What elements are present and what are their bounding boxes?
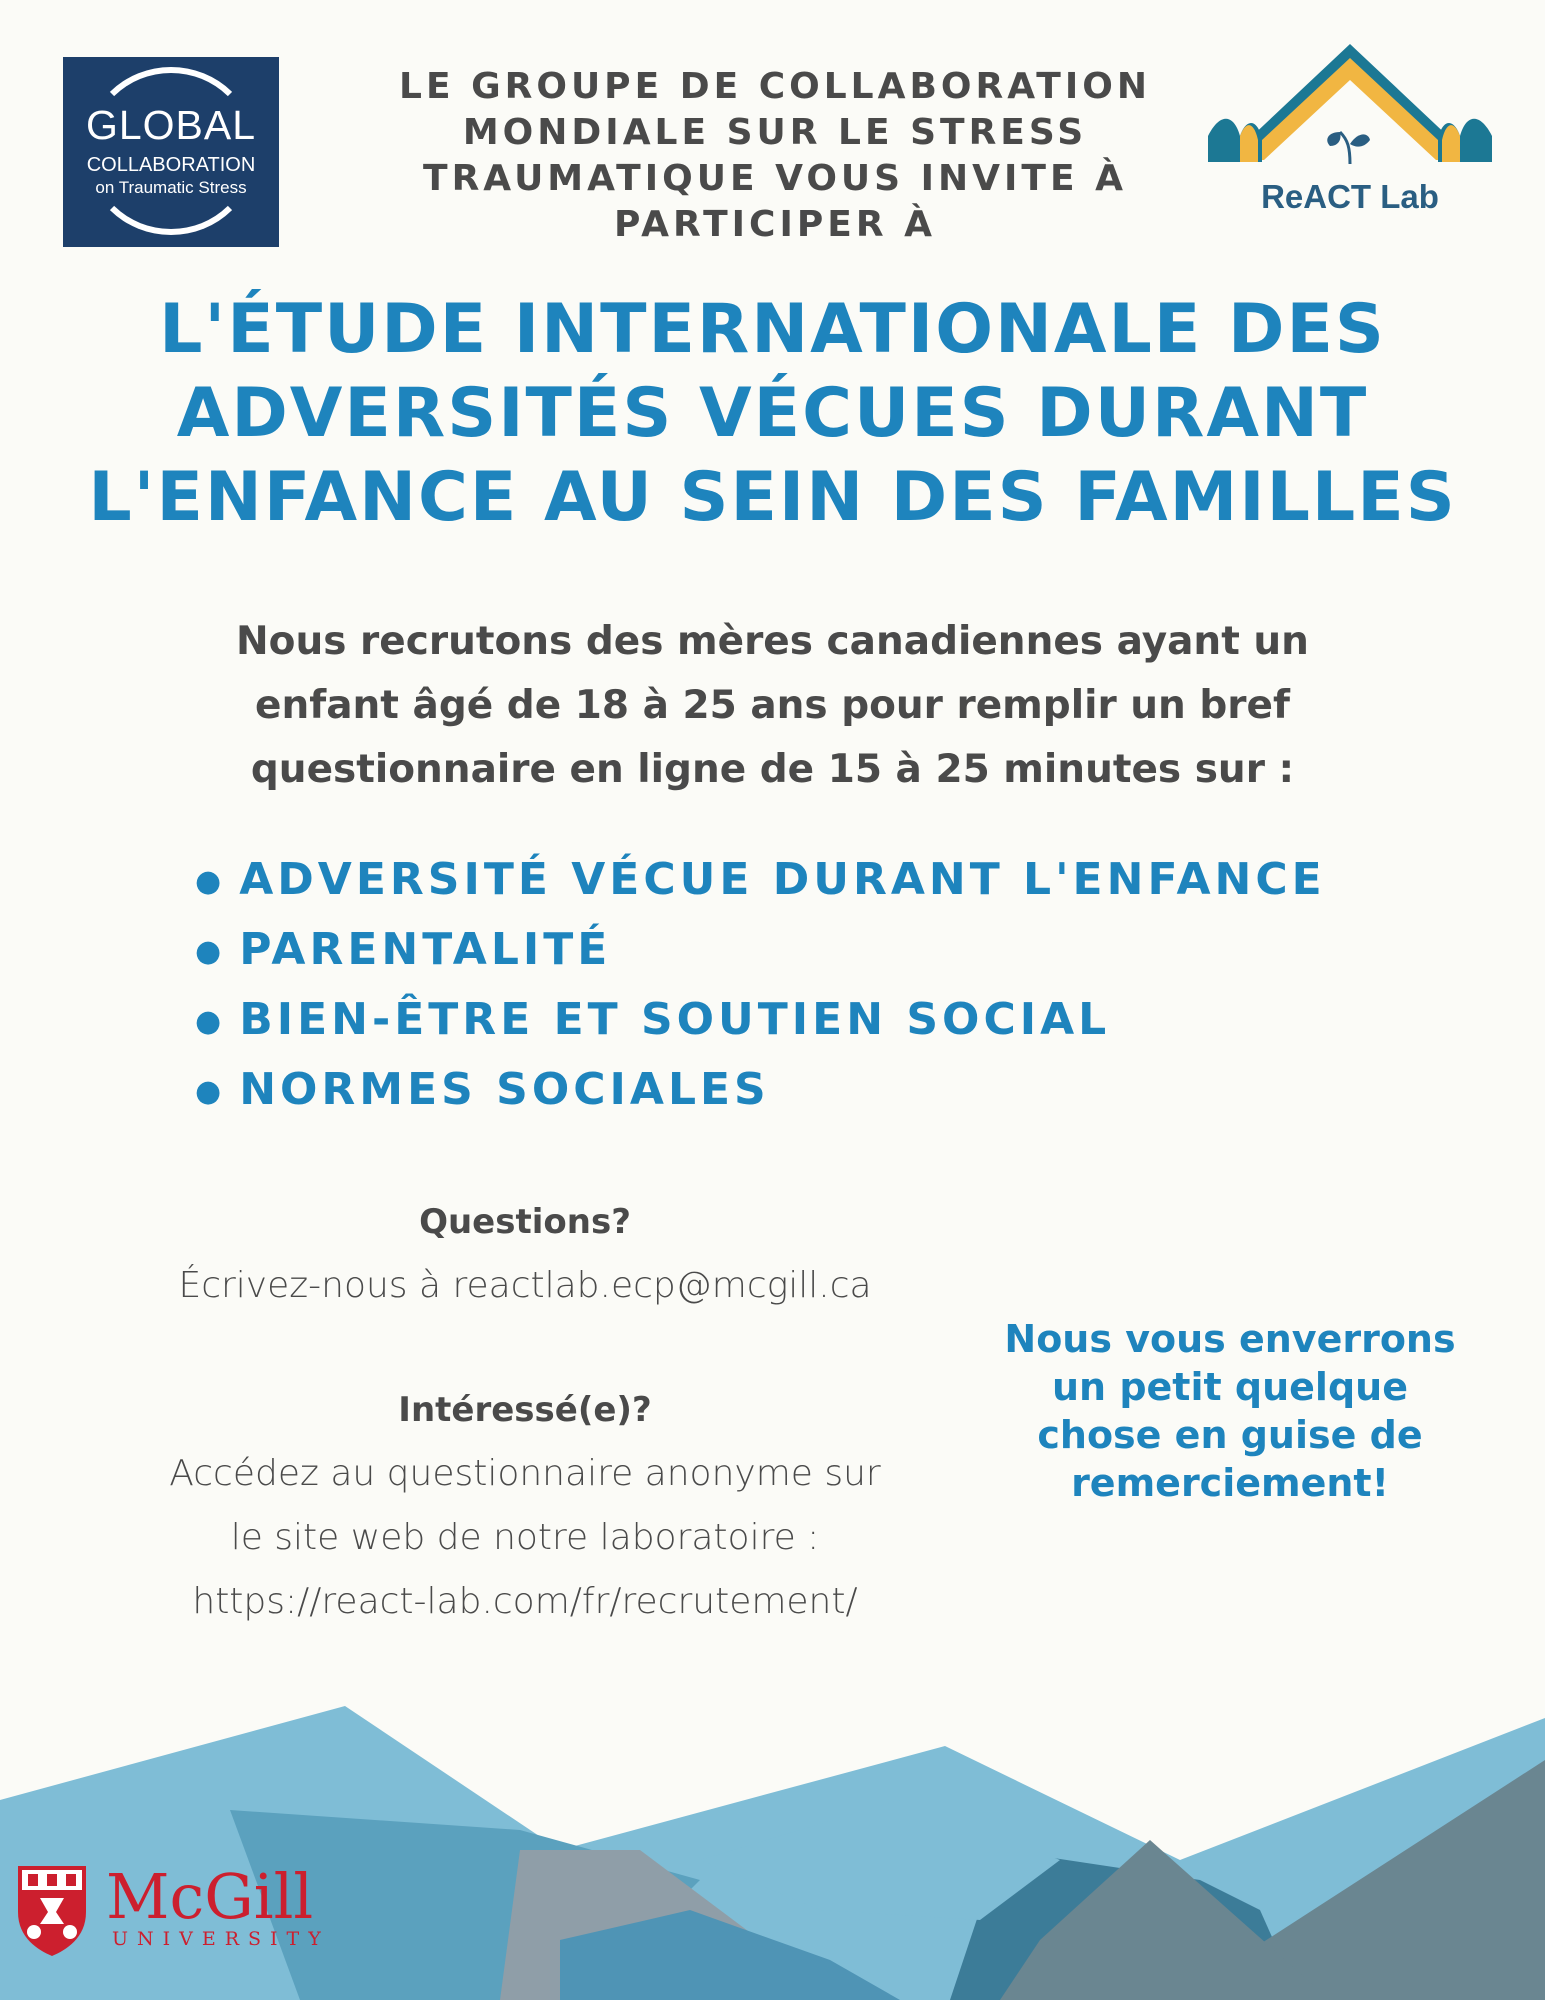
thanks-line: Nous vous enverrons [1004,1317,1456,1361]
topic-label: ADVERSITÉ VÉCUE DURANT L'ENFANCE [239,854,1326,905]
topic-label: NORMES SOCIALES [239,1064,770,1115]
thank-you-note [960,1315,1500,1507]
logo-line-traumatic-stress: on Traumatic Stress [95,178,247,197]
logo-ring [85,67,257,235]
interested-text: Accédez au questionnaire anonyme sur [169,1453,881,1494]
bullet-icon: ● [195,934,222,969]
mcgill-name: McGill [106,1860,314,1933]
logo-line-global: GLOBAL [85,102,257,148]
title-line: ADVERSITÉS VÉCUES DURANT [176,374,1369,453]
react-lab-logo [1200,40,1500,250]
topic-label: PARENTALITÉ [239,924,612,975]
study-title [60,288,1485,540]
recruitment-intro [120,610,1425,802]
logo-line-collaboration: COLLABORATION [86,154,256,176]
global-collaboration-logo [63,57,279,247]
interested-text: le site web de notre laboratoire : [230,1517,820,1558]
thanks-line: remerciement! [1071,1461,1389,1505]
intro-line: enfant âgé de 18 à 25 ans pour remplir un bref [255,683,1290,728]
contact-email-link[interactable]: Écrivez-nous à reactlab.ecp@mcgill.ca [178,1265,872,1306]
topic-item [195,1056,1326,1126]
invite-line: PARTICIPER À [614,204,936,245]
thanks-line: un petit quelque [1052,1365,1408,1409]
mcgill-shield-icon [14,1862,90,1958]
title-line: L'ÉTUDE INTERNATIONALE DES [159,290,1386,369]
thanks-line: chose en guise de [1037,1413,1423,1457]
react-lab-name: ReACT Lab [1261,178,1439,215]
bullet-icon: ● [195,1004,222,1039]
interested-heading: Intéressé(e)? [398,1390,652,1430]
mcgill-university: UNIVERSITY [112,1928,330,1950]
intro-line: Nous recrutons des mères canadiennes ayant un [236,619,1309,664]
recruitment-url-link[interactable]: https://react-lab.com/fr/recrutement/ [192,1581,858,1622]
invite-heading [395,64,1155,248]
topic-item [195,986,1326,1056]
react-house-icon [1200,40,1500,180]
topic-label: BIEN-ÊTRE ET SOUTIEN SOCIAL [239,994,1111,1045]
contact-section [120,1190,930,1634]
invite-line: LE GROUPE DE COLLABORATION [399,66,1151,107]
intro-line: questionnaire en ligne de 15 à 25 minutes sur : [250,747,1295,792]
invite-line: MONDIALE SUR LE STRESS [462,112,1088,153]
topics-list [195,846,1326,1126]
questions-heading: Questions? [419,1202,631,1242]
topic-item [195,846,1326,916]
title-line: L'ENFANCE AU SEIN DES FAMILLES [88,458,1457,537]
mcgill-logo [14,1862,354,1962]
bullet-icon: ● [195,864,222,899]
invite-line: TRAUMATIQUE VOUS INVITE À [423,158,1127,199]
bullet-icon: ● [195,1074,222,1109]
topic-item [195,916,1326,986]
